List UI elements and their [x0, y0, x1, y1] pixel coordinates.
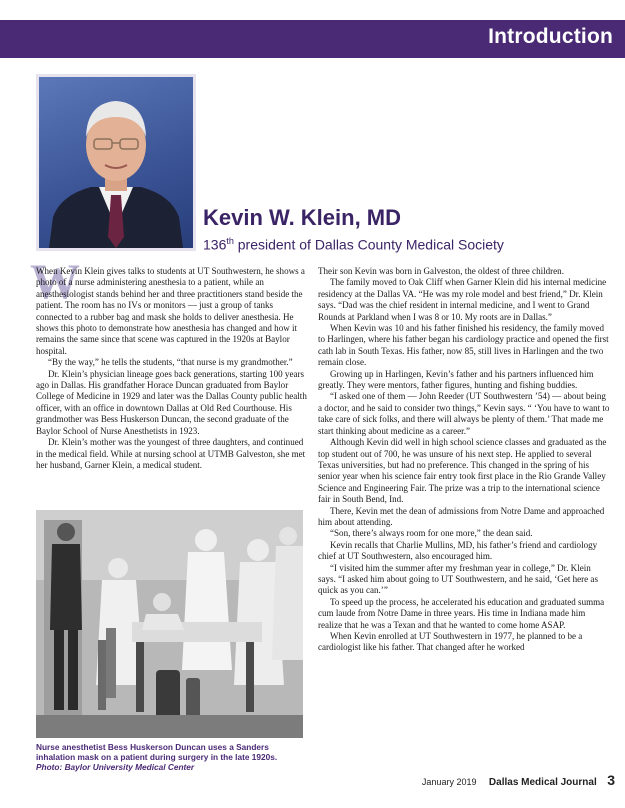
paragraph: When Kevin Klein gives talks to students at UT Southwestern, he shows a photo of a nurse administering anesthesia to a patient, while an anesthesiologist stands behind her and three practitioners stand beside the patient. The room has no IVs or monitors — just a group of tanks connected to a rubber bag and mask she holds to deliver anesthesia. He shows this photo to demonstrate how anesthesia has changed and how it remains the same since that scene was captured in the 1920s at Baylor hospital.	[36, 266, 305, 356]
ordinal-suffix: th	[226, 236, 234, 246]
page-number: 3	[607, 772, 615, 788]
ordinal-number: 136	[203, 236, 227, 253]
paragraph: “Son, there’s always room for one more,” the dean said.	[330, 528, 533, 539]
paragraph: Dr. Klein’s physician lineage goes back generations, starting 100 years ago in Dallas. His grandfather Horace Duncan graduated from Baylor College of Medicine in 1929 and later was the Dallas County public health officer, with an office in downtown Dallas at Old Red Courthouse. His grandmother was Bess Huskerson Duncan, the second graduate of the Baylor School of Nurse Anesthetists in 1923.	[36, 368, 307, 436]
portrait-illustration	[39, 77, 193, 248]
paragraph: When Kevin was 10 and his father finished his residency, the family moved to Harlingen, where his father began his cardiology practice and opened the first cath lab in South Texas. His father, now 85, still lives in Harlingen and the two remain close.	[318, 323, 609, 368]
paragraph: “I visited him the summer after my freshman year in college,” Dr. Klein says. “I asked him about going to UT Southwestern, and he said, ‘Get here as quick as you can.’”	[318, 562, 598, 596]
page-footer	[422, 772, 615, 790]
paragraph: Growing up in Harlingen, Kevin’s father and his partners influenced him greatly. They were mentors, father figures, hunting and fishing buddies.	[318, 368, 594, 391]
paragraph: The family moved to Oak Cliff when Garner Klein did his internal medicine residency at the Dallas VA. “He was my role model and best friend,” Dr. Klein says. “Dad was the chief resident in internal medicine, and I went to Grand Rounds at Parkland when I was 8 or 10. My roots are in Dallas.”	[318, 277, 607, 322]
paragraph: “By the way,” he tells the students, “that nurse is my grandmother.”	[48, 357, 293, 368]
article-left-column	[36, 266, 308, 471]
paragraph: There, Kevin met the dean of admissions from Notre Dame and approached him about attending.	[318, 505, 605, 527]
magazine-name: Dallas Medical Journal	[488, 777, 597, 788]
role-text: president of Dallas County Medical Society	[237, 236, 504, 253]
paragraph: Their son Kevin was born in Galveston, the oldest of three children.	[318, 266, 564, 276]
paragraph: To speed up the process, he accelerated his education and graduated summa cum laude from Notre Dame in three years. His time in Indiana made him realize that he was a Texan and that he wanted to come home ASAP.	[318, 596, 605, 630]
article-right-column	[318, 266, 610, 654]
drop-cap: W	[30, 253, 80, 309]
paragraph: Dr. Klein’s mother was the youngest of three daughters, and continued in the medical field. While at nursing school at UTMB Galveston, she met her husband, Garner Klein, a medical student.	[36, 437, 306, 470]
historical-surgery-photo	[36, 510, 303, 738]
paragraph: When Kevin enrolled at UT Southwestern in 1977, he planned to be a cardiologist like his father. That changed after he worked	[318, 631, 583, 653]
paragraph: Kevin recalls that Charlie Mullins, MD, his father’s friend and cardiology chief at UT Southwestern, also encouraged him.	[318, 539, 598, 562]
profile-name: Kevin W. Klein, MD	[203, 205, 402, 230]
photo-caption	[36, 742, 308, 773]
surgery-scene-illustration	[36, 510, 303, 738]
profile-role	[203, 236, 504, 253]
paragraph: Although Kevin did well in high school science classes and graduated as the top student out of 700, he was unsure of his next step. He applied to several Texas universities, but had no preference. This changed in the spring of his senior year when his science fair entry took first place in the Rio Grande Valley Science and Engineering Fair. The prize was a trip to the international science fair in South Bend, Ind.	[318, 437, 607, 505]
portrait-photo	[36, 74, 196, 251]
caption-text: Nurse anesthetist Bess Huskerson Duncan uses a Sanders inhalation mask on a patient during surgery in the late 1920s.	[36, 742, 278, 763]
section-title: Introduction	[488, 25, 613, 48]
paragraph: “I asked one of them — John Reeder (UT Southwestern ’54) — about being a doctor, and he said to consider two things,” Kevin says. “ ‘You have to want to take care of sick folks, and there will always be plenty of them.’ That made me start thinking about medicine as a career.”	[318, 391, 610, 436]
section-banner	[0, 20, 625, 58]
issue-date: January 2019	[421, 777, 477, 787]
photo-credit: Photo: Baylor University Medical Center	[36, 762, 195, 773]
